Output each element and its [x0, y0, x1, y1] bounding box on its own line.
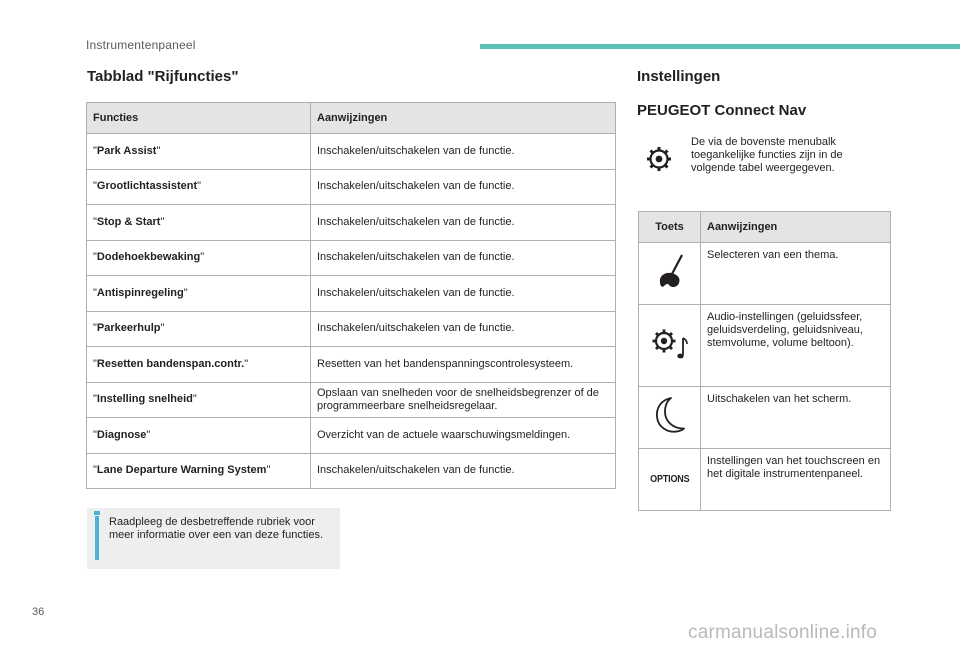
table-row — [87, 311, 616, 347]
info-marker-icon — [95, 516, 99, 560]
function-name: Instelling snelheid — [96, 393, 193, 406]
function-name-cell: "Antispinregeling" — [87, 276, 311, 312]
gear-icon — [645, 145, 673, 173]
table-header-row — [639, 212, 891, 243]
gear-music-note-icon[interactable] — [650, 326, 690, 362]
table-row — [87, 134, 616, 170]
table-row — [639, 305, 891, 387]
function-description: Overzicht van de actuele waarschuwingsmeldingen. — [311, 418, 616, 454]
palette-brush-icon[interactable] — [655, 252, 685, 292]
table-row — [639, 243, 891, 305]
function-name-cell: "Park Assist" — [87, 134, 311, 170]
section-header: Instrumentenpaneel — [86, 38, 196, 52]
key-icon-cell — [639, 449, 701, 511]
column-header-instructions: Aanwijzingen — [701, 212, 891, 243]
function-name-cell: "Instelling snelheid" — [87, 382, 311, 418]
function-name-cell: "Lane Departure Warning System" — [87, 453, 311, 489]
function-name: Parkeerhulp — [96, 322, 161, 335]
driving-functions-table — [86, 102, 616, 489]
options-label-icon[interactable]: OPTIONS — [649, 474, 690, 485]
function-description: Inschakelen/uitschakelen van de functie. — [311, 276, 616, 312]
function-description: Inschakelen/uitschakelen van de functie. — [311, 134, 616, 170]
crescent-moon-icon[interactable] — [653, 395, 687, 437]
table-row — [87, 276, 616, 312]
function-name: Diagnose — [96, 428, 147, 441]
table-header-row — [87, 103, 616, 134]
table-row — [87, 169, 616, 205]
table-row — [87, 347, 616, 383]
function-name-cell: "Parkeerhulp" — [87, 311, 311, 347]
column-header-instructions: Aanwijzingen — [311, 103, 616, 134]
section-accent-bar — [480, 44, 960, 49]
function-name-cell: "Dodehoekbewaking" — [87, 240, 311, 276]
key-icon-cell — [639, 305, 701, 387]
function-name: Antispinregeling — [96, 286, 184, 299]
function-description: Inschakelen/uitschakelen van de functie. — [311, 169, 616, 205]
function-name: Grootlichtassistent — [96, 180, 198, 193]
table-row — [87, 418, 616, 454]
column-header-functions: Functies — [87, 103, 311, 134]
table-row — [639, 449, 891, 511]
settings-intro-text: De via de bovenste menubalk toegankelijke functies zijn in de volgende tabel weergegeven. — [691, 136, 843, 174]
function-name: Resetten bandenspan.contr. — [96, 357, 245, 370]
function-name-cell: "Resetten bandenspan.contr." — [87, 347, 311, 383]
info-note-text: Raadpleeg de desbetreffende rubriek voor meer informatie over een van deze functies. — [109, 516, 324, 541]
function-description: Inschakelen/uitschakelen van de functie. — [311, 240, 616, 276]
key-description: Selecteren van een thema. — [701, 243, 891, 305]
key-description: Uitschakelen van het scherm. — [701, 387, 891, 449]
column-header-key: Toets — [639, 212, 701, 243]
page-number: 36 — [32, 606, 45, 618]
function-description: Opslaan van snelheden voor de snelheidsbegrenzer of de programmeerbare snelheidsregelaar. — [311, 382, 616, 418]
function-name: Stop & Start — [96, 215, 161, 228]
table-row — [87, 205, 616, 241]
watermark: carmanualsonline.info — [688, 622, 878, 643]
function-name-cell: "Diagnose" — [87, 418, 311, 454]
function-name: Dodehoekbewaking — [96, 251, 201, 264]
key-description: Instellingen van het touchscreen en het digitale instrumentenpaneel. — [701, 449, 891, 511]
function-name-cell: "Grootlichtassistent" — [87, 169, 311, 205]
function-description: Inschakelen/uitschakelen van de functie. — [311, 205, 616, 241]
function-name: Lane Departure Warning System — [96, 464, 267, 477]
function-name-cell: "Stop & Start" — [87, 205, 311, 241]
function-description: Inschakelen/uitschakelen van de functie. — [311, 311, 616, 347]
function-name: Park Assist — [96, 144, 157, 157]
connect-nav-subtitle: PEUGEOT Connect Nav — [637, 102, 807, 119]
settings-keys-table — [638, 211, 891, 511]
info-note — [87, 508, 340, 569]
table-row — [87, 382, 616, 418]
function-description: Inschakelen/uitschakelen van de functie. — [311, 453, 616, 489]
info-marker-dot — [94, 511, 100, 515]
driving-functions-title: Tabblad "Rijfuncties" — [87, 68, 239, 85]
key-icon-cell — [639, 243, 701, 305]
function-description: Resetten van het bandenspanningscontrolesysteem. — [311, 347, 616, 383]
key-icon-cell — [639, 387, 701, 449]
key-description: Audio-instellingen (geluidssfeer, geluidsverdeling, geluidsniveau, stemvolume, volume beltoon). — [701, 305, 891, 387]
settings-title: Instellingen — [637, 68, 721, 85]
table-row — [639, 387, 891, 449]
table-row — [87, 240, 616, 276]
table-row — [87, 453, 616, 489]
